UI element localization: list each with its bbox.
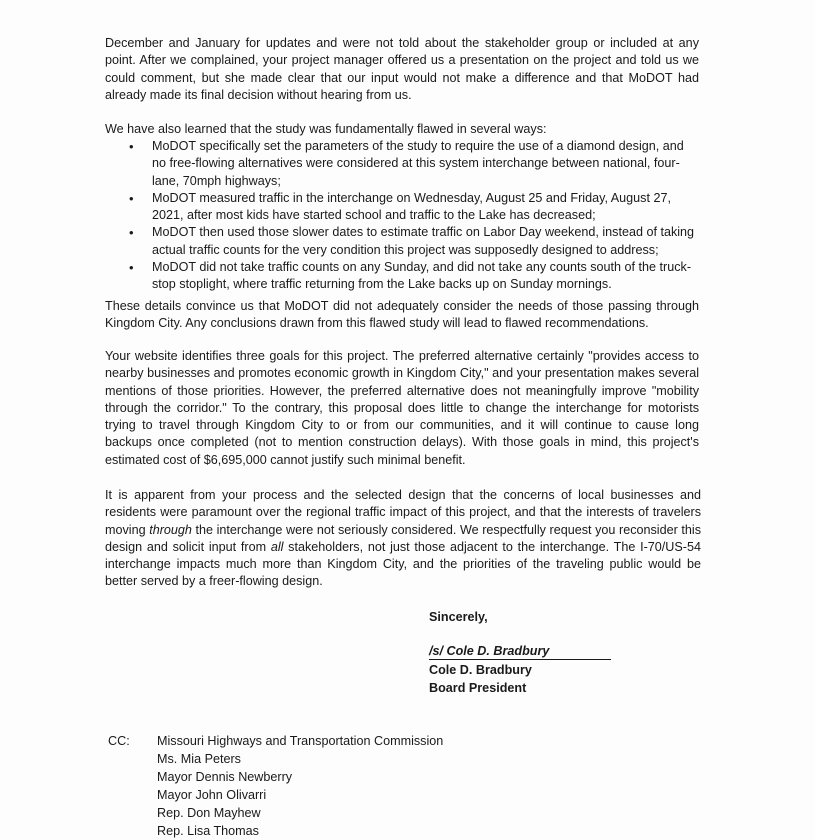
paragraph-conclusions: These details convince us that MoDOT did not adequately consider the needs of those passing through Kingdom City. Any conclusions drawn from this flawed study will lead to flawed recommendations. <box>105 299 699 331</box>
signer-title: Board President <box>429 681 527 695</box>
bullet-icon: • <box>129 260 134 276</box>
cc-recipient: Mayor John Olivarri <box>157 787 267 802</box>
cc-recipient: Mayor Dennis Newberry <box>157 769 293 784</box>
list-item <box>105 190 699 225</box>
cc-recipient: Missouri Highways and Transportation Commission <box>157 734 444 748</box>
cc-label: CC: <box>108 734 130 748</box>
emphasis-through: through <box>149 522 192 537</box>
signature-line: /s/ Cole D. Bradbury <box>429 644 611 660</box>
list-item <box>105 259 699 294</box>
cc-recipient-list <box>157 733 443 840</box>
cc-recipient: Rep. Lisa Thomas <box>157 823 259 838</box>
bullet-text: MoDOT measured traffic in the interchange on Wednesday, August 25 and Friday, August 27, 2021, after most kids have started school and traffic to the Lake has decreased; <box>152 190 671 223</box>
closing-salutation: Sincerely, <box>429 610 488 624</box>
request-text-part: stakeholders, not just those adjacent to the interchange. The I-70/US-54 interchange impacts much more than Kingdom City, and the priorities of the traveling public would be better served by a freer-flowing design. <box>105 539 701 589</box>
list-item <box>105 224 699 259</box>
bullet-icon: • <box>129 139 134 154</box>
bullet-text: MoDOT specifically set the parameters of the study to require the use of a diamond design, and no free-flowing alternatives were considered at this system interchange between national, four-lane, 70mph highways; <box>152 139 684 188</box>
flaws-list <box>105 138 699 294</box>
bullet-icon: • <box>129 190 134 206</box>
bullet-text: MoDOT then used those slower dates to estimate traffic on Labor Day weekend, instead of taking actual traffic counts for the very condition this project was supposedly designed to address; <box>152 225 695 257</box>
list-item <box>105 138 699 190</box>
paragraph-goals: Your website identifies three goals for this project. The preferred alternative certainly "provides access to nearby businesses and promotes economic growth in Kingdom City," and your presentation makes several mentions of those priorities. However, the preferred alternative does not meaningfully improve "mobility through the corridor." To the contrary, this proposal does little to change the interchange for motorists trying to travel through Kingdom City to or from our communities, and it will continue to cause long backups once completed (not to mention construction delays). With those goals in mind, this project's estimated cost of $6,695,000 cannot justify such minimal benefit. <box>105 349 699 467</box>
signer-name: Cole D. Bradbury <box>429 663 532 677</box>
cc-recipient: Rep. Don Mayhew <box>157 805 261 820</box>
emphasis-all: all <box>270 539 284 554</box>
bullet-text: MoDOT did not take traffic counts on any Sunday, and did not take any counts south of the truck-stop stoplight, where traffic returning from the Lake backs up on Sunday mornings. <box>152 260 692 292</box>
paragraph-request <box>105 487 701 591</box>
paragraph-study-flawed: We have also learned that the study was fundamentally flawed in several ways: <box>105 122 547 136</box>
request-text-part: the interchange were not seriously considered. We respectfully request you reconsider this design and solicit input from <box>105 522 701 554</box>
request-text-part: It is apparent from your process and the selected design that the concerns of local businesses and residents were paramount over the regional traffic impact of this project, and that the interests of travelers moving <box>105 488 701 537</box>
paragraph-updates: December and January for updates and were not told about the stakeholder group or included at any point. After we complained, your project manager offered us a presentation on the project and told us we could comment, but she made clear that our input would not make a difference and that MoDOT had already made its final decision without hearing from us. <box>105 36 699 102</box>
bullet-icon: • <box>129 225 134 241</box>
cc-recipient: Ms. Mia Peters <box>157 751 241 766</box>
